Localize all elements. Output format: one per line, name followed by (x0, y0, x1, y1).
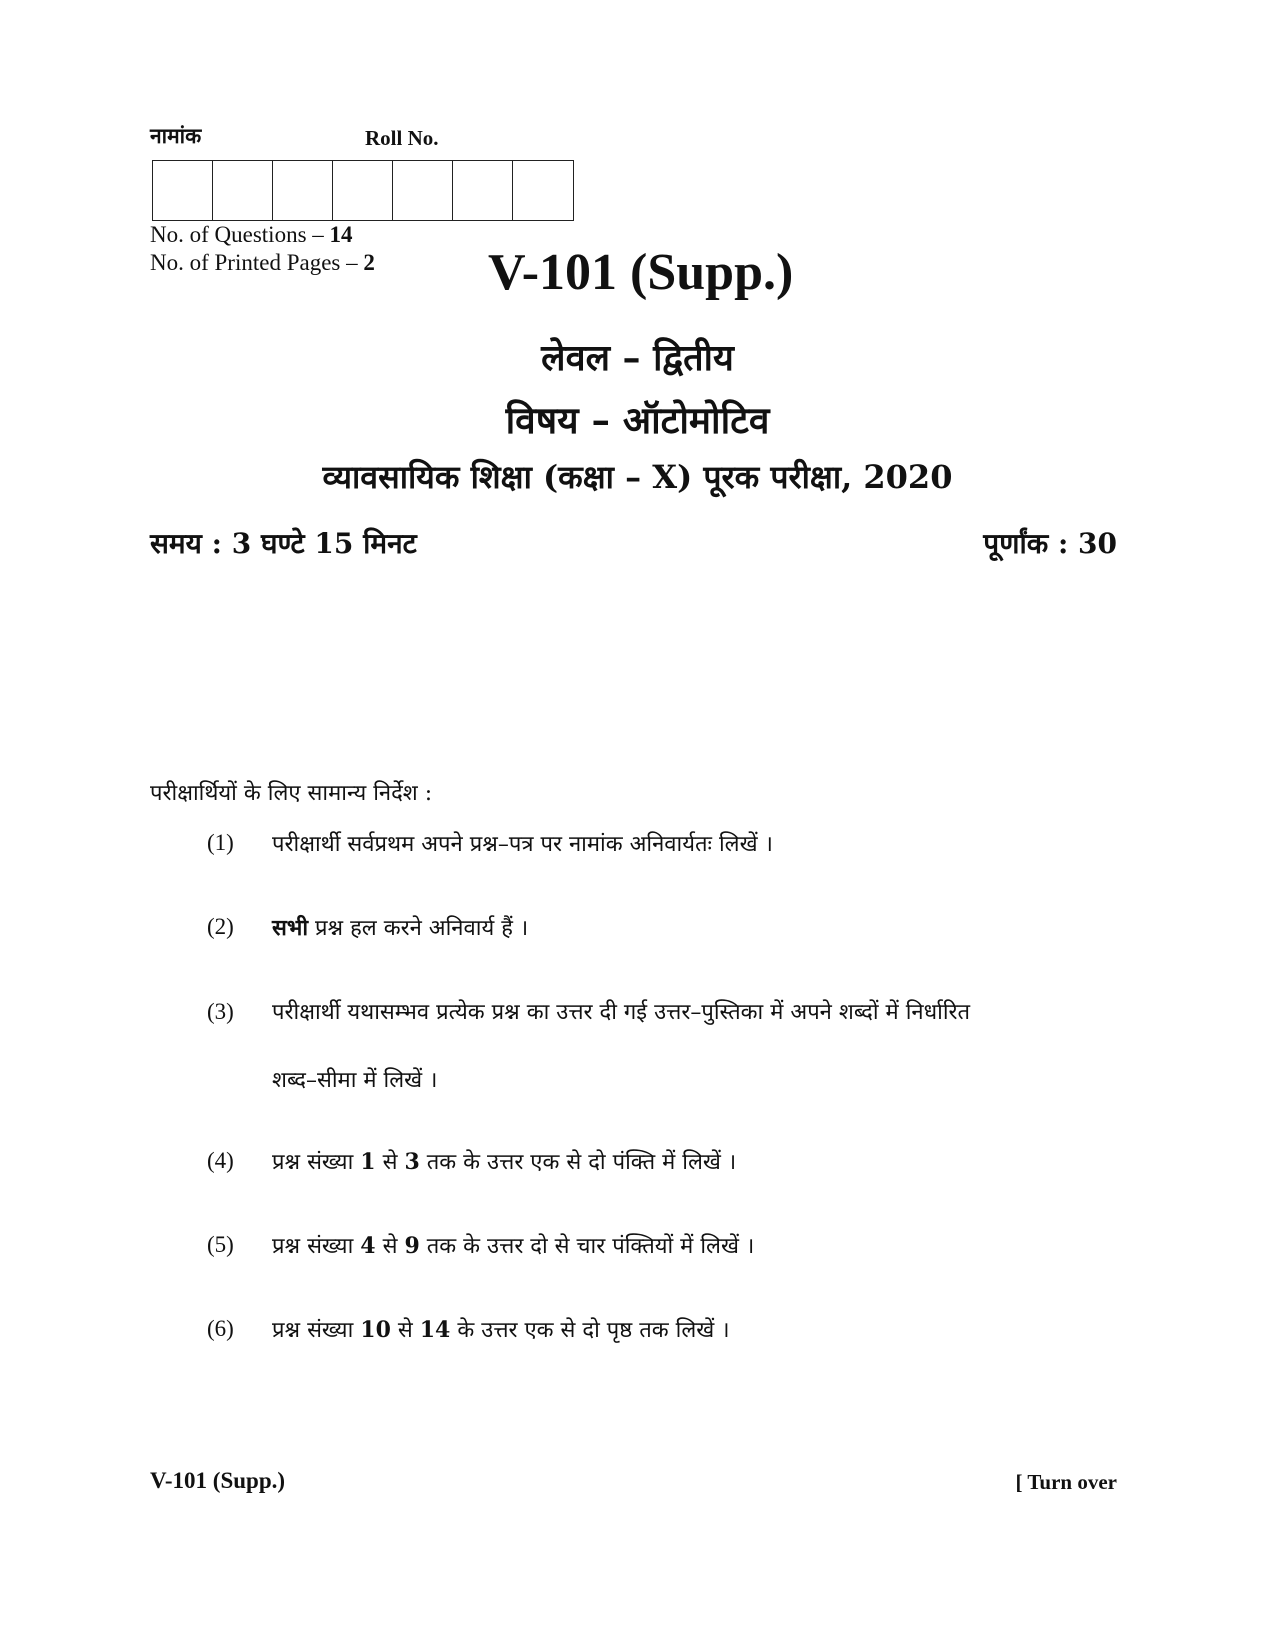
turn-over-label: [ Turn over (1015, 1470, 1117, 1494)
instruction-number: (1) (207, 830, 234, 855)
instruction-part: तक के उत्तर एक से दो पंक्ति में लिखें । (419, 1150, 737, 1175)
instruction-part: प्रश्न संख्या (272, 1318, 361, 1343)
instruction-bold-number: 9 (404, 1233, 420, 1259)
roll-digit-box[interactable] (333, 161, 393, 220)
instruction-part: से (375, 1234, 405, 1259)
instruction-part: से (390, 1318, 420, 1343)
pages-label: No. of Printed Pages – (150, 250, 364, 275)
instruction-rest: प्रश्न हल करने अनिवार्य हैं । (308, 916, 529, 941)
instructions-heading: परीक्षार्थियों के लिए सामान्य निर्देश : (150, 781, 433, 806)
instruction-text-continued: शब्द–सीमा में लिखें । (272, 1068, 438, 1093)
roll-digit-box[interactable] (393, 161, 453, 220)
instruction-bold-number: 1 (360, 1149, 376, 1175)
instruction-text: परीक्षार्थी सर्वप्रथम अपने प्रश्न–पत्र पर नामांक अनिवार्यतः लिखें । (272, 832, 773, 857)
time-allowed: समय : 3 घण्टे 15 मिनट (150, 527, 417, 560)
roll-digit-box[interactable] (213, 161, 273, 220)
instruction-text (272, 1146, 736, 1176)
questions-value: 14 (329, 222, 353, 247)
instruction-text: परीक्षार्थी यथासम्भव प्रत्येक प्रश्न का उत्तर दी गई उत्तर–पुस्तिका में अपने शब्दों में निर्धारित (272, 1000, 971, 1025)
max-marks: पूर्णांक : 30 (983, 527, 1117, 560)
instruction-part: के उत्तर एक से दो पृष्ठ तक लिखें । (450, 1318, 730, 1343)
subject-heading: विषय – ऑटोमोटिव (505, 398, 770, 442)
roll-number-boxes[interactable] (152, 160, 574, 221)
roll-label-english: Roll No. (365, 126, 439, 150)
instruction-number: (2) (207, 914, 234, 939)
paper-code: V-101 (Supp.) (488, 244, 794, 301)
level-heading: लेवल – द्वितीय (541, 337, 734, 379)
questions-label: No. of Questions – (150, 222, 330, 247)
instruction-part: तक के उत्तर दो से चार पंक्तियों में लिखें । (419, 1234, 755, 1259)
instruction-number: (6) (207, 1316, 234, 1341)
instruction-number: (5) (207, 1232, 234, 1257)
instruction-bold-number: 14 (419, 1317, 451, 1343)
instruction-text (272, 1230, 754, 1260)
instruction-part: से (375, 1150, 405, 1175)
instruction-part: प्रश्न संख्या (272, 1150, 361, 1175)
instruction-text (272, 1314, 730, 1344)
instruction-part: प्रश्न संख्या (272, 1234, 361, 1259)
roll-digit-box[interactable] (513, 161, 573, 220)
roll-label-hindi: नामांक (150, 123, 202, 148)
instruction-text (272, 912, 528, 942)
instruction-number: (3) (207, 999, 234, 1024)
instruction-bold-number: 10 (360, 1317, 391, 1343)
instruction-bold-number: 4 (360, 1233, 376, 1259)
questions-count (150, 222, 353, 248)
footer-paper-code: V-101 (Supp.) (150, 1468, 286, 1493)
roll-digit-box[interactable] (153, 161, 213, 220)
instruction-number: (4) (207, 1148, 234, 1173)
instruction-bold: सभी (272, 915, 309, 941)
pages-value: 2 (363, 250, 375, 275)
instruction-bold-number: 3 (404, 1149, 420, 1175)
roll-digit-box[interactable] (273, 161, 333, 220)
exam-heading: व्यावसायिक शिक्षा (कक्षा – X) पूरक परीक्षा, 2020 (322, 458, 953, 496)
pages-count (150, 250, 375, 276)
roll-digit-box[interactable] (453, 161, 513, 220)
